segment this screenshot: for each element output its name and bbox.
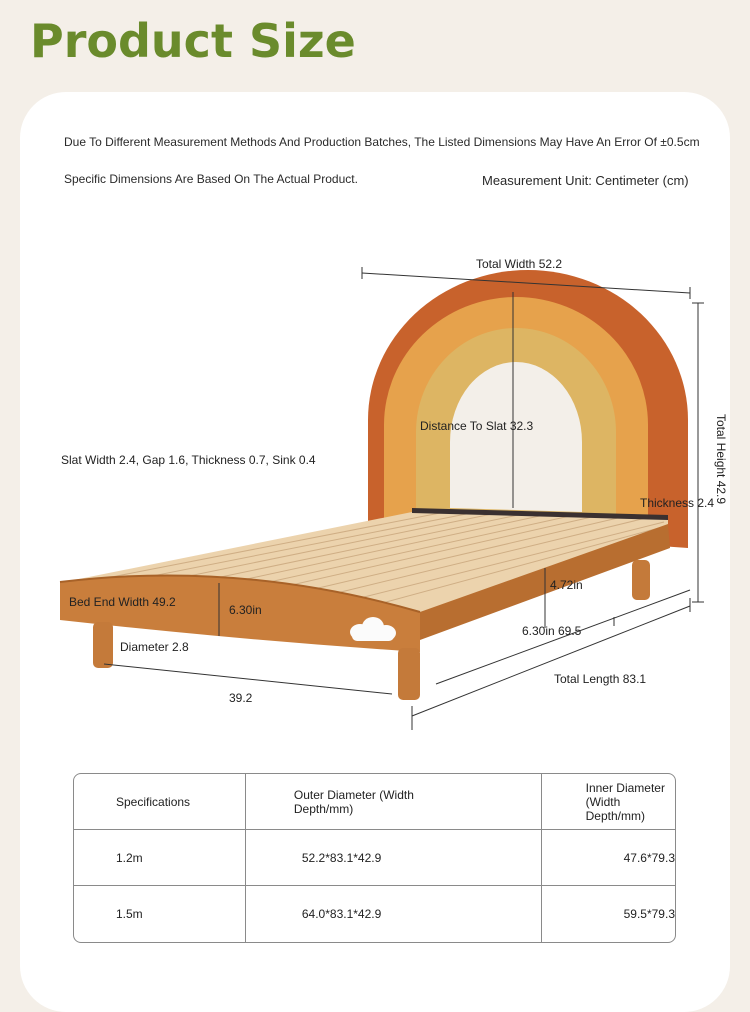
table-row: [74, 830, 675, 886]
thickness-label: Thickness 2.4: [640, 496, 715, 510]
total-height-label: Total Height 42.9: [714, 414, 728, 505]
row-inner: 59.5*79.3: [623, 907, 675, 921]
header-specifications: Specifications: [74, 774, 246, 830]
row-outer: 64.0*83.1*42.9: [246, 886, 542, 942]
leg-back-right: [632, 560, 650, 600]
distance-to-slat-label: Distance To Slat 32.3: [420, 419, 534, 433]
error-note: Due To Different Measurement Methods And Production Batches, The Listed Dimensions May Have An Error Of ±0.5cm: [64, 135, 700, 149]
header-inner-diameter: Inner Diameter (Width Depth/mm): [542, 774, 675, 830]
total-width-label: Total Width 52.2: [476, 257, 563, 271]
size-table: [73, 773, 676, 943]
diameter-label: Diameter 2.8: [120, 640, 189, 654]
actual-size-note: Specific Dimensions Are Based On The Actual Product.: [64, 172, 358, 186]
header-outer-diameter: Outer Diameter (Width Depth/mm): [246, 774, 542, 830]
unit-note: Measurement Unit: Centimeter (cm): [482, 173, 689, 188]
leg-front-left: [93, 622, 113, 668]
table-header-row: [74, 774, 675, 830]
front-width-label: 39.2: [229, 691, 253, 705]
row-inner: 47.6*79.3: [542, 830, 675, 886]
row-outer: 52.2*83.1*42.9: [246, 830, 542, 886]
leg-height-label: 6.30in: [522, 624, 555, 638]
row-spec: 1.5m: [74, 886, 246, 942]
side-height-label: 4.72in: [550, 578, 583, 592]
slat-info-label: Slat Width 2.4, Gap 1.6, Thickness 0.7, Sink 0.4: [61, 453, 316, 467]
page-title: Product Size: [30, 14, 356, 68]
row-spec: 1.2m: [74, 830, 246, 886]
leg-front-right: [398, 648, 420, 700]
end-height-label: 6.30in: [229, 603, 262, 617]
bed-end-width-label: Bed End Width 49.2: [69, 595, 176, 609]
inner-length-label: 69.5: [558, 624, 582, 638]
table-row: [74, 886, 675, 942]
total-length-label: Total Length 83.1: [554, 672, 647, 686]
